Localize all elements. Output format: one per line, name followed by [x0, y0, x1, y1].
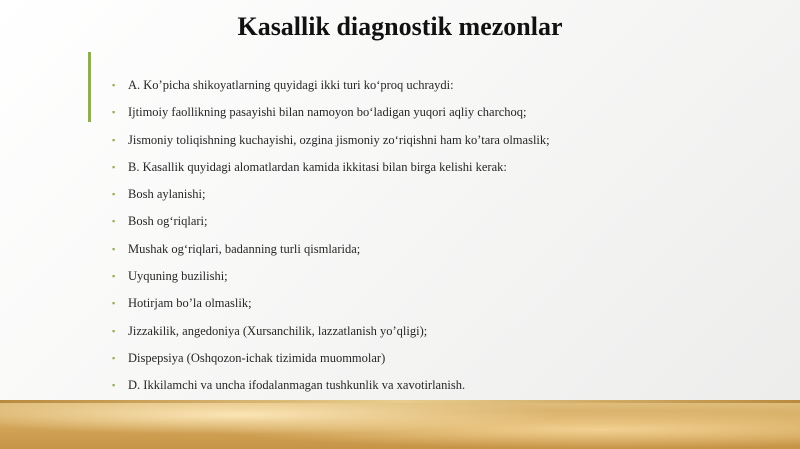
bullet-icon: ▪: [112, 80, 116, 90]
bullet-text: Jismoniy toliqishning kuchayishi, ozgina jismoniy zo‘riqishni ham ko’tara olmaslik;: [128, 132, 550, 147]
slide-title: Kasallik diagnostik mezonlar: [237, 12, 563, 41]
bullet-text: D. Ikkilamchi va uncha ifodalanmagan tushkunlik va xavotirlanish.: [128, 378, 466, 393]
bullet-icon: ▪: [112, 325, 116, 336]
bullet-icon: ▪: [112, 107, 116, 118]
bullet-item: [112, 372, 550, 399]
bullet-icon: ▪: [112, 189, 116, 200]
bullet-icon: ▪: [112, 298, 116, 309]
bullet-text: Mushak og‘riqlari, badanning turli qismlarida;: [128, 241, 361, 256]
bullet-icon: ▪: [112, 352, 116, 363]
bullet-icon: ▪: [112, 243, 116, 254]
bullet-item: [112, 345, 550, 372]
bullet-icon: ▪: [112, 161, 116, 172]
bullet-icon: ▪: [112, 216, 116, 227]
bullet-item: [112, 99, 550, 126]
bullet-text: B. Kasallik quyidagi alomatlardan kamida ikkitasi bilan birga kelishi kerak:: [128, 159, 507, 174]
bullet-text: Ijtimoiy faollikning pasayishi bilan namoyon bo‘ladigan yuqori aqliy charchoq;: [128, 105, 527, 120]
bullet-item: [112, 181, 550, 208]
bullet-item: [112, 208, 550, 235]
bullet-item: [112, 236, 550, 263]
bullet-icon: ▪: [112, 380, 116, 391]
bullet-text: Jizzakilik, angedoniya (Xursanchilik, lazzatlanish yo’qligi);: [128, 323, 428, 338]
bullet-item: [112, 290, 550, 317]
bullet-list: [112, 72, 550, 400]
bullet-item: [112, 154, 550, 181]
bullet-text: Hotirjam bo’la olmaslik;: [128, 296, 252, 311]
bullet-text: Bosh og‘riqlari;: [128, 214, 208, 229]
bullet-text: Bosh aylanishi;: [128, 187, 206, 202]
bullet-item: [112, 127, 550, 154]
bullet-text: Uyquning buzilishi;: [128, 269, 228, 284]
accent-bar: [88, 52, 91, 122]
bullet-item: [112, 72, 550, 99]
bullet-icon: ▪: [112, 271, 116, 282]
bullet-text: Dispepsiya (Oshqozon-ichak tizimida muommolar): [128, 350, 386, 365]
bullet-text: A. Ko’picha shikoyatlarning quyidagi ikki turi ko‘proq uchraydi:: [128, 78, 454, 92]
bullet-item: [112, 263, 550, 290]
decorative-footer-band: [0, 400, 800, 449]
bullet-icon: ▪: [112, 134, 116, 145]
bullet-item: [112, 318, 550, 345]
